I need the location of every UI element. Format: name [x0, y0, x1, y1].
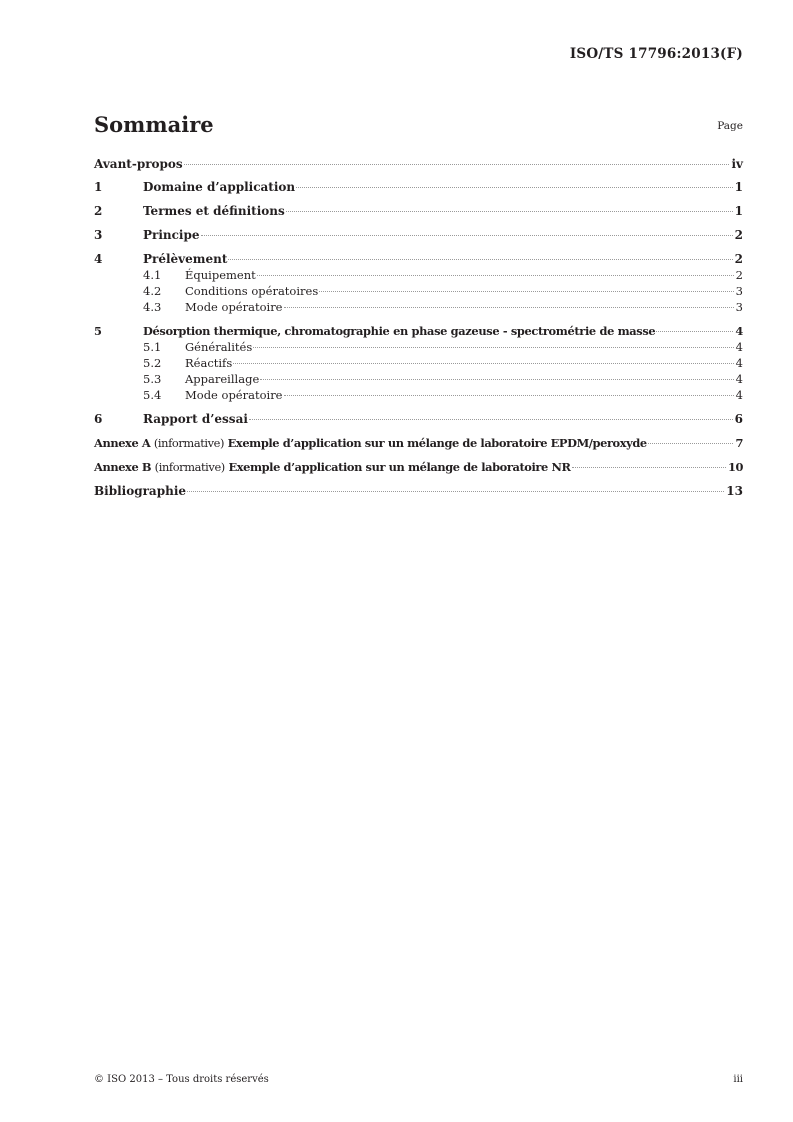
toc-entry-page: 1: [734, 180, 743, 194]
toc-entry-bibliographie[interactable]: [94, 484, 743, 498]
toc-entry-number: 5.3: [143, 372, 162, 386]
dot-leader: [648, 443, 734, 444]
toc-entry-number: 5.2: [143, 356, 162, 370]
dot-leader: [656, 331, 733, 332]
toc-entry-3[interactable]: [94, 228, 743, 242]
annex-title: Exemple d’application sur un mélange de laboratoire NR: [228, 460, 571, 474]
toc-entry-number: 2: [94, 204, 103, 218]
toc-entry-number: 1: [94, 180, 103, 194]
toc-entry-number: 5.4: [143, 388, 162, 402]
copyright-notice: © ISO 2013 – Tous droits réservés: [94, 1074, 269, 1085]
toc-entry-page: 13: [726, 484, 743, 498]
toc-entry-annex-b[interactable]: [94, 460, 743, 474]
dot-leader: [187, 491, 724, 492]
toc-entry-number: 4.2: [143, 284, 162, 298]
toc-entry-page: 6: [734, 412, 743, 426]
toc-entry-label: Principe: [143, 228, 200, 242]
dot-leader: [296, 187, 733, 188]
toc-entry-4[interactable]: [94, 252, 743, 266]
dot-leader: [284, 307, 734, 308]
toc-entry-number: 4.3: [143, 300, 162, 314]
dot-leader: [184, 164, 730, 165]
toc-entry-5-4[interactable]: [143, 388, 743, 402]
toc-entry-number: 4: [94, 252, 103, 266]
dot-leader: [260, 379, 733, 380]
annex-title: Exemple d’application sur un mélange de laboratoire EPDM/peroxyde: [227, 436, 647, 450]
toc-entry-page: 3: [735, 284, 743, 298]
dot-leader: [233, 363, 733, 364]
page-column-label: Page: [717, 120, 743, 132]
document-id: ISO/TS 17796:2013(F): [569, 46, 743, 62]
annex-prefix: Annexe B: [94, 460, 152, 474]
toc-entry-6[interactable]: [94, 412, 743, 426]
dot-leader: [284, 395, 734, 396]
annex-qualifier: (informative): [153, 436, 225, 450]
toc-entry-label: Généralités: [185, 340, 253, 354]
toc-entry-label: Appareillage: [185, 372, 260, 386]
toc-entry-label: [94, 436, 647, 450]
toc-entry-label: [94, 460, 571, 474]
toc-entry-page: 4: [735, 356, 743, 370]
page-footer: [94, 1074, 743, 1085]
toc-entry-page: 2: [734, 228, 743, 242]
toc-entry-avant-propos[interactable]: [94, 157, 743, 171]
toc-entry-annex-a[interactable]: [94, 436, 743, 450]
toc-entry-label: Prélèvement: [143, 252, 228, 266]
toc-entry-number: 4.1: [143, 268, 162, 282]
toc-entry-label: Bibliographie: [94, 484, 187, 498]
toc-entry-label: Avant-propos: [94, 157, 183, 171]
toc-entry-label: Termes et définitions: [143, 204, 285, 218]
toc-entry-label: Réactifs: [185, 356, 233, 370]
toc-entry-4-1[interactable]: [143, 268, 743, 282]
toc-entry-5[interactable]: [94, 324, 743, 338]
toc-entry-label: Mode opératoire: [185, 388, 283, 402]
toc-entry-page: 10: [727, 460, 743, 474]
toc-entry-page: 1: [734, 204, 743, 218]
annex-qualifier: (informative): [154, 460, 225, 474]
toc-entry-page: 2: [735, 268, 743, 282]
toc-entry-label: Conditions opératoires: [185, 284, 319, 298]
toc-entry-2[interactable]: [94, 204, 743, 218]
toc-entry-page: iv: [731, 157, 743, 171]
dot-leader: [253, 347, 733, 348]
page-number: iii: [733, 1074, 743, 1085]
toc-entry-5-1[interactable]: [143, 340, 743, 354]
toc-entry-4-2[interactable]: [143, 284, 743, 298]
toc-entry-number: 3: [94, 228, 103, 242]
toc-entry-1[interactable]: [94, 180, 743, 194]
toc-entry-label: Équipement: [185, 268, 256, 282]
toc-entry-number: 5.1: [143, 340, 162, 354]
annex-prefix: Annexe A: [94, 436, 151, 450]
toc-entry-page: 7: [735, 436, 743, 450]
dot-leader: [319, 291, 733, 292]
toc-entry-4-3[interactable]: [143, 300, 743, 314]
dot-leader: [201, 235, 733, 236]
toc-entry-page: 4: [735, 372, 743, 386]
toc-entry-page: 4: [735, 324, 743, 338]
dot-leader: [228, 259, 732, 260]
dot-leader: [249, 419, 733, 420]
toc-entry-5-2[interactable]: [143, 356, 743, 370]
dot-leader: [572, 467, 726, 468]
toc-entry-number: 5: [94, 324, 102, 338]
toc-title: Sommaire: [94, 112, 214, 137]
toc-entry-page: 2: [734, 252, 743, 266]
dot-leader: [286, 211, 733, 212]
toc-entry-label: Domaine d’application: [143, 180, 296, 194]
dot-leader: [257, 275, 734, 276]
toc-entry-label: Rapport d’essai: [143, 412, 248, 426]
toc-entry-label: Mode opératoire: [185, 300, 283, 314]
toc-entry-page: 4: [735, 388, 743, 402]
toc-entry-number: 6: [94, 412, 103, 426]
toc-entry-page: 4: [735, 340, 743, 354]
toc-entry-label: Désorption thermique, chromatographie en phase gazeuse - spectrométrie de masse: [143, 324, 656, 338]
toc-entry-5-3[interactable]: [143, 372, 743, 386]
toc-entry-page: 3: [735, 300, 743, 314]
